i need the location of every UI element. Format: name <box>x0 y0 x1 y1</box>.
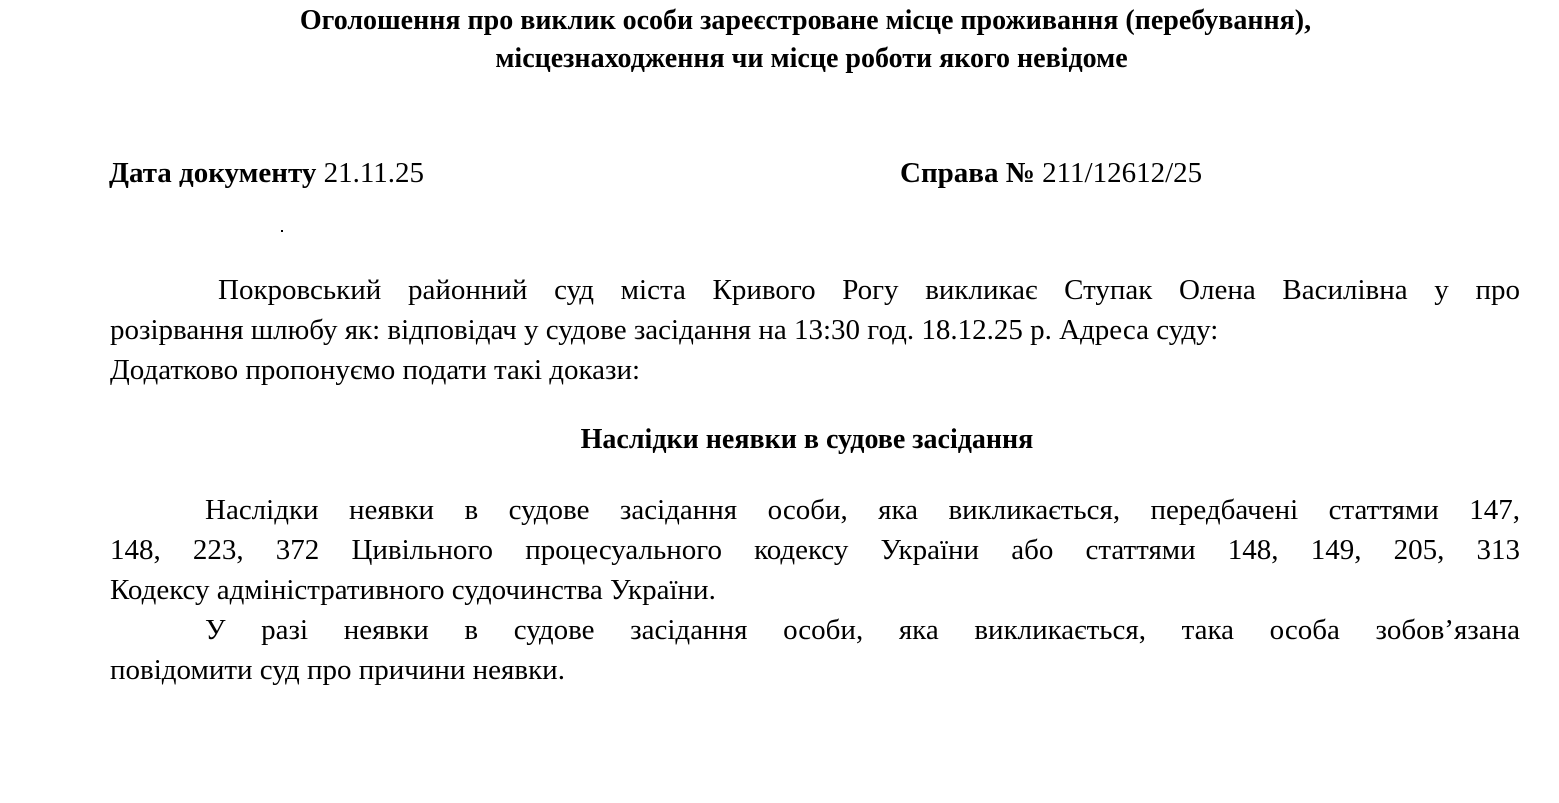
document-title-line-2: місцезнаходження чи місце роботи якого невідоме <box>495 43 1128 74</box>
document-title-line-1: Оголошення про виклик особи зареєстроване місце проживання (перебування), <box>299 5 1312 36</box>
notify-line-1: У разі неявки в судове засідання особи, яка викликається, така особа зобов’язана <box>205 614 1520 646</box>
document-date <box>109 154 424 192</box>
consequences-heading: Наслідки неявки в судове засідання <box>580 424 1034 455</box>
case-number-value: 211/12612/25 <box>1042 157 1203 189</box>
notify-line-2: повідомити суд про причини неявки. <box>110 654 565 686</box>
notify-paragraph <box>110 610 1520 690</box>
summons-line-2: розірвання шлюбу як: відповідач у судове засідання на 13:30 год. 18.12.25 р. Адреса суду: <box>110 314 1219 346</box>
document-date-value: 21.11.25 <box>323 157 425 189</box>
case-number <box>900 154 1202 192</box>
summons-line-3: Додатково пропонуємо подати такі докази: <box>110 354 641 386</box>
summons-line-1: Покровський районний суд міста Кривого Рогу викликає Ступак Олена Василівна у про <box>218 274 1520 306</box>
consequences-line-1: Наслідки неявки в судове засідання особи, яка викликається, передбачені статтями 147, <box>205 494 1520 526</box>
summons-paragraph <box>110 270 1520 390</box>
consequences-paragraph <box>110 490 1520 610</box>
consequences-line-2: 148, 223, 372 Цивільного процесуального кодексу України або статтями 148, 149, 205, 313 <box>110 534 1520 566</box>
consequences-line-3: Кодексу адміністративного судочинства України. <box>110 574 716 606</box>
scan-speck <box>281 230 283 232</box>
case-number-label: Справа № <box>900 157 1035 189</box>
document-date-label: Дата документу <box>109 157 317 189</box>
